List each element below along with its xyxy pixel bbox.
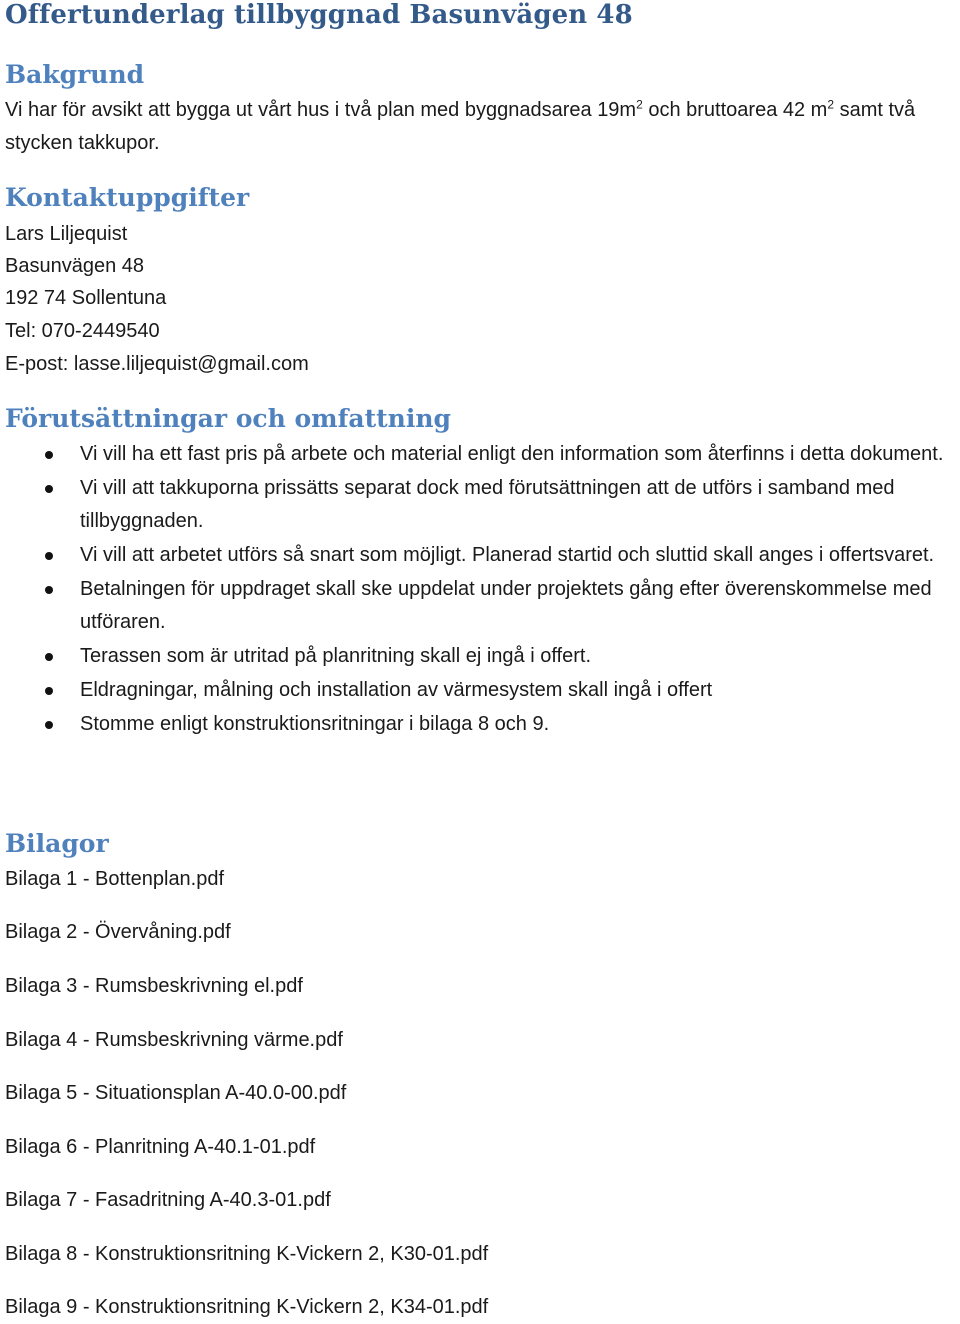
attachment-item-8: Bilaga 8 - Konstruktionsritning K-Vickern 2, K30-01.pdf: [5, 1243, 489, 1265]
list-item-text: Terassen som är utritad på planritning skall ej ingå i offert.: [80, 645, 592, 667]
list-item: [5, 472, 960, 538]
attachment-item-5: Bilaga 5 - Situationsplan A-40.0-00.pdf: [5, 1082, 347, 1104]
list-item-text: Eldragningar, målning och installation av värmesystem skall ingå i offert: [80, 679, 713, 701]
list-item: [5, 640, 960, 673]
bullet-icon: [45, 485, 53, 493]
list-item-text: Vi vill att takkuporna prissätts separat dock med förutsättningen att de utförs i samband med tillbyggnaden.: [80, 477, 895, 532]
attachment-item-1: Bilaga 1 - Bottenplan.pdf: [5, 868, 225, 890]
contact-street: Basunvägen 48: [5, 255, 145, 277]
list-item: [5, 708, 960, 741]
attachment-item-9: Bilaga 9 - Konstruktionsritning K-Vickern 2, K34-01.pdf: [5, 1296, 489, 1318]
bullet-icon: [45, 451, 53, 459]
contact-city: 192 74 Sollentuna: [5, 287, 167, 309]
attachments-heading: Bilagor: [5, 829, 109, 858]
contact-phone: Tel: 070-2449540: [5, 320, 160, 342]
attachment-item-4: Bilaga 4 - Rumsbeskrivning värme.pdf: [5, 1029, 343, 1051]
background-text-part1: Vi har för avsikt att bygga ut vårt hus i två plan med byggnadsarea 19m: [5, 99, 637, 121]
background-text-part3: samt två stycken takkupor.: [5, 99, 916, 154]
background-heading: Bakgrund: [5, 60, 145, 89]
attachment-item-2: Bilaga 2 - Övervåning.pdf: [5, 921, 231, 943]
bullet-icon: [45, 586, 53, 594]
background-sup2: 2: [827, 97, 835, 112]
requirements-heading: Förutsättningar och omfattning: [5, 404, 452, 433]
list-item: [5, 573, 960, 639]
contact-heading: Kontaktuppgifter: [5, 183, 250, 212]
list-item: [5, 539, 960, 572]
attachment-item-6: Bilaga 6 - Planritning A-40.1-01.pdf: [5, 1136, 316, 1158]
list-item-text: Stomme enligt konstruktionsritningar i bilaga 8 och 9.: [80, 713, 550, 735]
list-item: [5, 674, 960, 707]
background-text: [5, 94, 950, 160]
bullet-icon: [45, 721, 53, 729]
background-text-part2: och bruttoarea 42 m: [642, 99, 828, 121]
bullet-icon: [45, 687, 53, 695]
attachment-item-7: Bilaga 7 - Fasadritning A-40.3-01.pdf: [5, 1189, 331, 1211]
bullet-icon: [45, 552, 53, 560]
background-sup1: 2: [636, 97, 643, 112]
contact-name: Lars Liljequist: [5, 223, 128, 245]
contact-email: E-post: lasse.liljequist@gmail.com: [5, 353, 309, 375]
list-item-text: Vi vill att arbetet utförs så snart som möjligt. Planerad startid och sluttid skall anges i offertsvaret.: [80, 544, 935, 566]
requirements-list: [5, 438, 960, 742]
attachment-item-3: Bilaga 3 - Rumsbeskrivning el.pdf: [5, 975, 303, 997]
document-title: Offertunderlag tillbyggnad Basunvägen 48: [5, 0, 633, 30]
bullet-icon: [45, 653, 53, 661]
list-item-text: Betalningen för uppdraget skall ske uppdelat under projektets gång efter överenskommelse med utföraren.: [80, 578, 932, 633]
list-item: [5, 438, 960, 471]
list-item-text: Vi vill ha ett fast pris på arbete och material enligt den information som återfinns i detta dokument.: [80, 443, 944, 465]
